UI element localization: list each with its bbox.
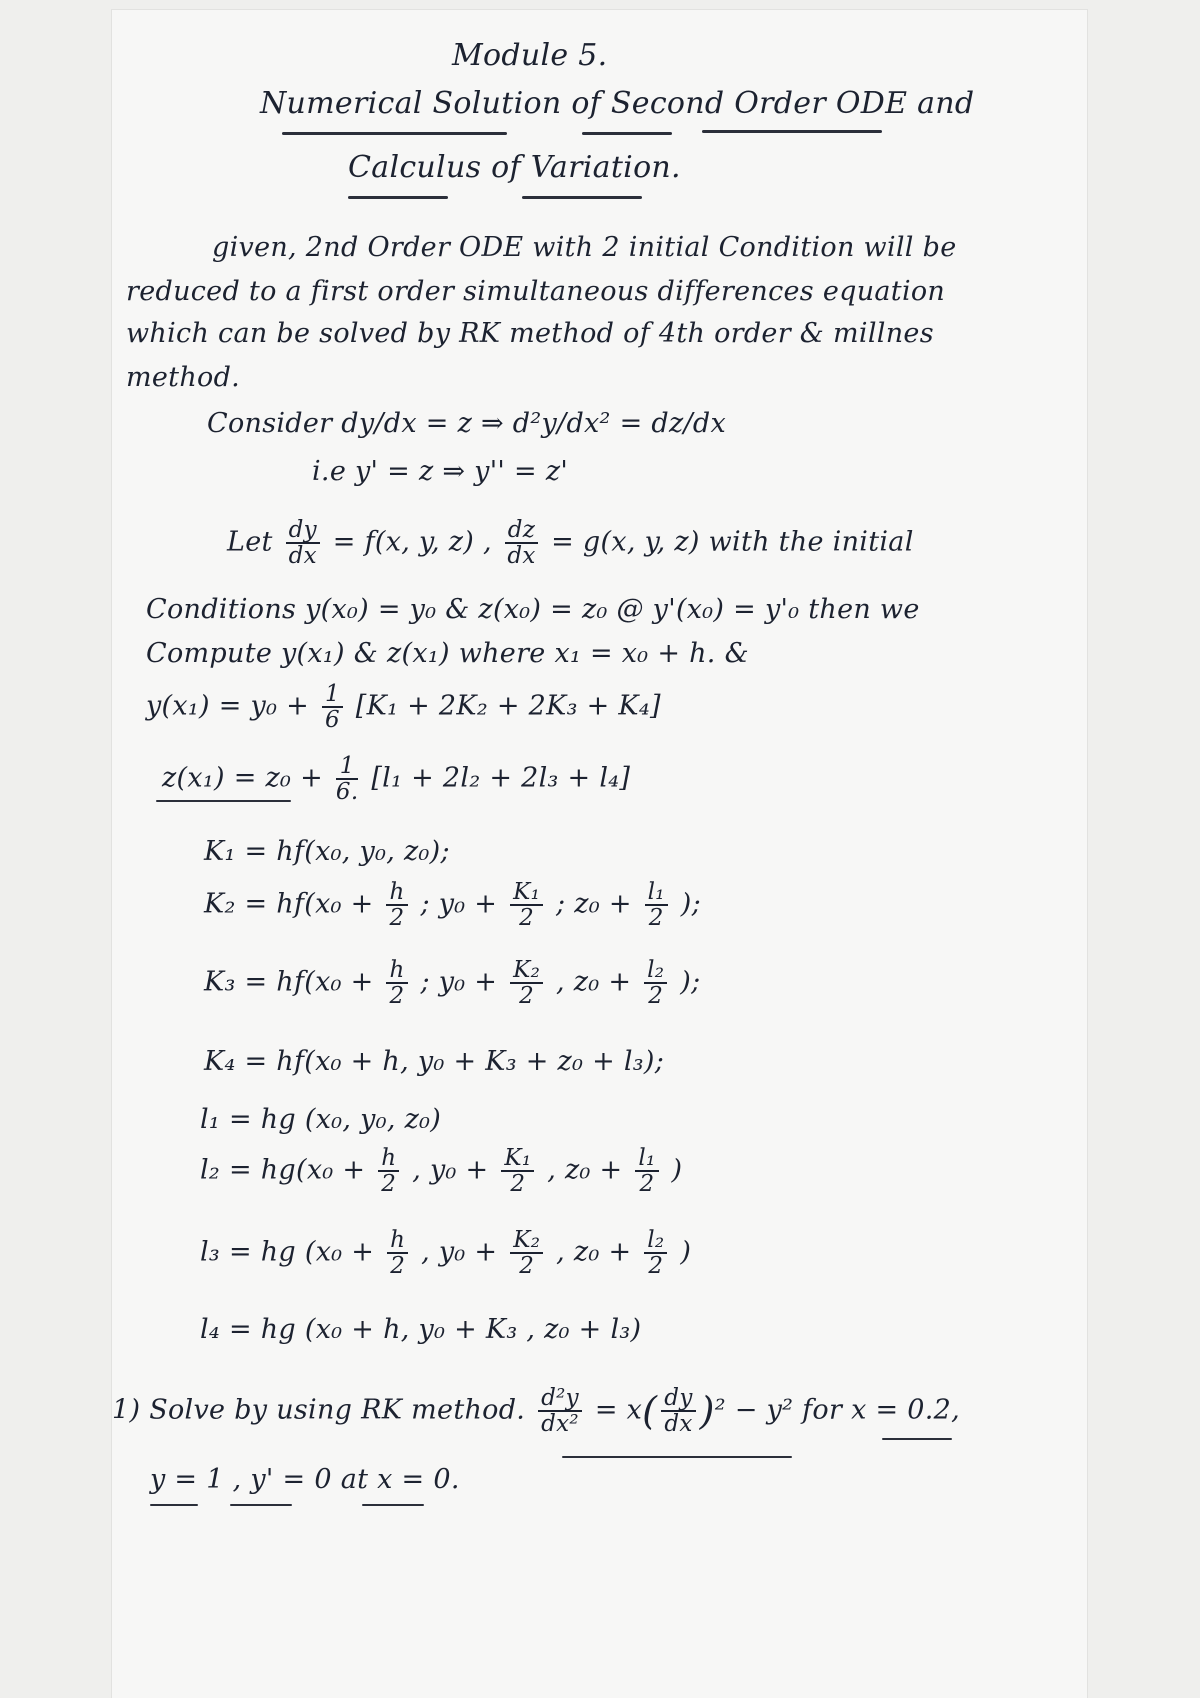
title-underline	[522, 196, 642, 199]
f-function: = f(x, y, z) ,	[332, 526, 492, 558]
l3-formula: l₃ = hg (x₀ + $\frac{h}{2}$ , y₀ + $\frac{\text{K₂}}{2}$ , z₀ + $\frac{\text{l₂}}{2}$ )	[200, 1227, 692, 1280]
initial-conditions: y = 1 , y' = 0 at x = 0.	[150, 1464, 460, 1495]
conditions-line-1: Conditions y(x₀) = y₀ & z(x₀) = z₀ @ y'(x₀) = y'₀ then we	[146, 594, 920, 625]
l4-formula: l₄ = hg (x₀ + h, y₀ + K₃ , z₀ + l₃)	[200, 1314, 642, 1345]
problem-underline	[562, 1456, 792, 1458]
condition-underline	[230, 1504, 292, 1506]
page-title-line-1: Numerical Solution of Second Order ODE and	[260, 86, 975, 121]
z-update-formula: z(x₁) = z₀ + $\frac{1}{6.}$ [l₁ + 2l₂ + 2l₃ + l₄]	[162, 753, 631, 806]
page-title-line-2: Calculus of Variation.	[348, 150, 681, 185]
z-update-underline	[156, 800, 291, 802]
problem-underline	[882, 1438, 952, 1440]
title-underline	[582, 132, 672, 135]
dz-dx-fraction: $\frac{dz}{dx}$	[505, 518, 538, 568]
title-underline	[348, 196, 448, 199]
intro-line-4: method.	[126, 362, 241, 393]
intro-line-2: reduced to a first order simultaneous differences equation	[126, 276, 946, 307]
let-prefix: Let	[227, 526, 273, 558]
l2-formula: l₂ = hg(x₀ + $\frac{h}{2}$ , y₀ + $\frac{\text{K₁}}{2}$ , z₀ + $\frac{\text{l₁}}{2}$ )	[200, 1145, 683, 1198]
title-underline	[282, 132, 507, 135]
intro-line-3: which can be solved by RK method of 4th order & millnes	[126, 318, 934, 349]
condition-underline	[150, 1504, 198, 1506]
module-heading: Module 5.	[452, 38, 608, 73]
k2-formula: K₂ = hf(x₀ + $\frac{h}{2}$ ; y₀ + $\frac{\text{K₁}}{2}$ ; z₀ + $\frac{\text{l₁}}{2}$ );	[204, 879, 701, 932]
condition-underline	[362, 1504, 424, 1506]
conditions-line-2: Compute y(x₁) & z(x₁) where x₁ = x₀ + h. &	[146, 638, 749, 669]
y-update-formula: y(x₁) = y₀ + $\frac{1}{6}$ [K₁ + 2K₂ + 2K₃ + K₄]	[146, 681, 661, 734]
let-line	[227, 518, 914, 568]
dy-dx-fraction: $\frac{dy}{dx}$	[286, 518, 320, 568]
k4-formula: K₄ = hf(x₀ + h, y₀ + K₃ + z₀ + l₃);	[204, 1046, 665, 1077]
consider-line-1: Consider dy/dx = z ⇒ d²y/dx² = dz/dx	[207, 408, 726, 439]
title-underline	[702, 130, 882, 133]
consider-line-2: i.e y' = z ⇒ y'' = z'	[312, 456, 569, 487]
problem-statement: 1) Solve by using RK method. $\frac{\text{d²y}}{\text{dx²}}$ = x( $\frac{dy}{dx}$ )² − y² for x = 0.2,	[112, 1385, 961, 1438]
intro-line-1: given, 2nd Order ODE with 2 initial Condition will be	[212, 232, 957, 263]
k3-formula: K₃ = hf(x₀ + $\frac{h}{2}$ ; y₀ + $\frac{\text{K₂}}{2}$ , z₀ + $\frac{\text{l₂}}{2}$ );	[204, 957, 701, 1010]
l1-formula: l₁ = hg (x₀, y₀, z₀)	[200, 1104, 442, 1135]
k1-formula: K₁ = hf(x₀, y₀, z₀);	[204, 836, 450, 867]
g-function: = g(x, y, z) with the initial	[551, 526, 914, 558]
notebook-page	[112, 10, 1087, 1698]
